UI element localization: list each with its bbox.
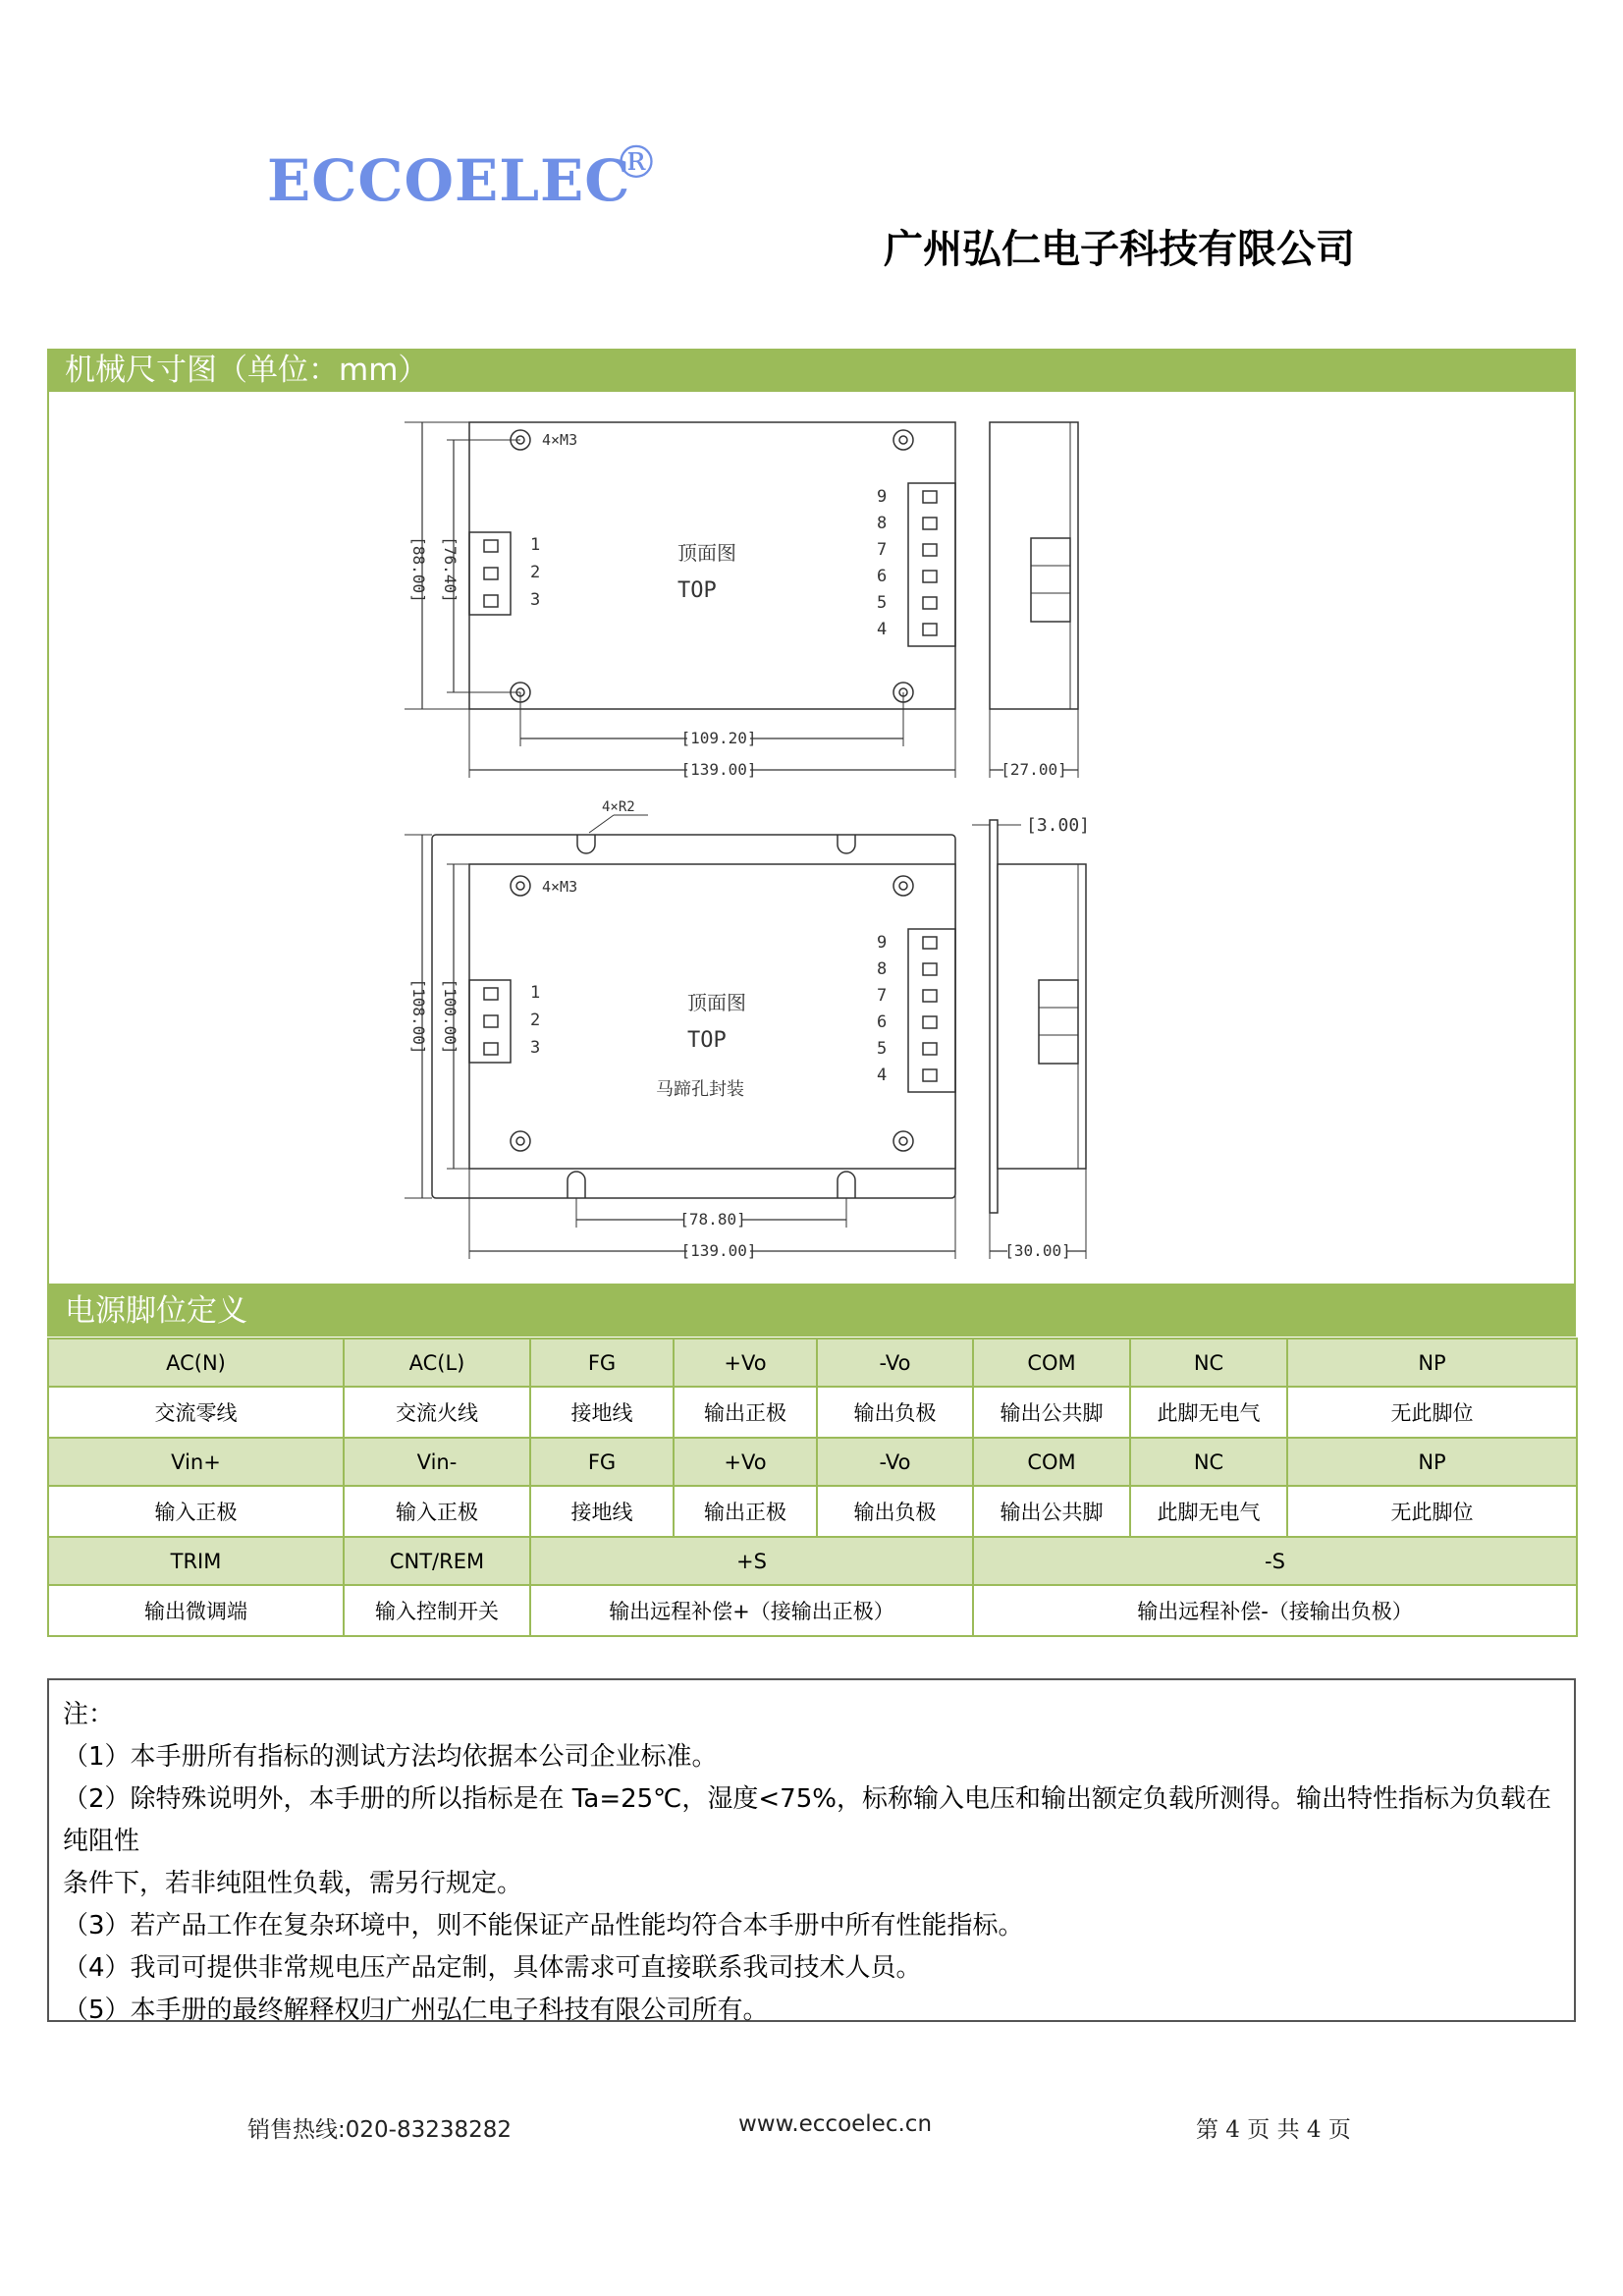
table-cell: -S bbox=[973, 1537, 1577, 1585]
bottom-side-view bbox=[998, 864, 1086, 1169]
notes-heading: 注： bbox=[63, 1700, 115, 1729]
bottom-screw-label: 4×M3 bbox=[542, 878, 578, 896]
cell-acl: AC(L) bbox=[344, 1339, 530, 1387]
table-row bbox=[48, 1537, 1577, 1585]
top-pin-4: 4 bbox=[877, 620, 888, 639]
table-cell: 接地线 bbox=[530, 1486, 674, 1537]
table-cell: FG bbox=[530, 1438, 674, 1486]
note-item: 条件下，若非纯阻性负载，需另行规定。 bbox=[63, 1869, 523, 1898]
bottom-pin-6: 6 bbox=[877, 1012, 888, 1032]
table-cell: 无此脚位 bbox=[1287, 1387, 1577, 1438]
notes-box bbox=[47, 1678, 1576, 2025]
bottom-pin-4: 4 bbox=[877, 1066, 888, 1085]
top-dim-hole-spacing: [109.20] bbox=[680, 729, 757, 747]
brand-logo: ECCOELEC bbox=[267, 147, 631, 214]
bottom-view-label-en: TOP bbox=[687, 1028, 727, 1053]
bottom-view-label-cn: 顶面图 bbox=[687, 991, 746, 1014]
table-cell: NP bbox=[1287, 1438, 1577, 1486]
top-pin-6: 6 bbox=[877, 567, 888, 586]
table-cell: 输出远程补偿+（接输出正极） bbox=[530, 1585, 973, 1636]
bottom-dim-outer-height: [108.00] bbox=[409, 978, 428, 1055]
website-link[interactable]: www.eccoelec.cn bbox=[738, 2111, 933, 2137]
bottom-pin-9: 9 bbox=[877, 933, 888, 953]
table-cell: TRIM bbox=[48, 1537, 344, 1585]
bottom-pin-3: 3 bbox=[530, 1038, 541, 1058]
bottom-pin-7: 7 bbox=[877, 986, 888, 1006]
table-cell: 交流零线 bbox=[48, 1387, 344, 1438]
table-cell: 输出远程补偿-（接输出负极） bbox=[973, 1585, 1577, 1636]
cell-acn: AC(N) bbox=[48, 1339, 344, 1387]
cell-fg: FG bbox=[530, 1339, 674, 1387]
bottom-radius-label: 4×R2 bbox=[602, 799, 635, 815]
table-row bbox=[48, 1438, 1577, 1486]
note-item: （5）本手册的最终解释权归广州弘仁电子科技有限公司所有。 bbox=[63, 1995, 769, 2025]
note-item: （1）本手册所有指标的测试方法均依据本公司企业标准。 bbox=[63, 1742, 718, 1772]
table-cell: 输出正极 bbox=[674, 1387, 817, 1438]
table-cell: 输入控制开关 bbox=[344, 1585, 530, 1636]
top-pin-9: 9 bbox=[877, 487, 888, 507]
bottom-dim-side-width: [30.00] bbox=[1004, 1241, 1071, 1260]
package-label: 马蹄孔封装 bbox=[656, 1079, 744, 1100]
table-cell: -Vo bbox=[817, 1438, 973, 1486]
note-item: （2）除特殊说明外，本手册的所以指标是在 Ta=25℃，湿度<75%，标称输入电压和输出额定负载所测得。输出特性指标为负载在纯阻性 bbox=[63, 1784, 1551, 1856]
bottom-dim-inner-height: [100.00] bbox=[441, 978, 460, 1055]
bottom-dim-flange: [3.00] bbox=[1026, 815, 1091, 836]
table-cell: 输出公共脚 bbox=[973, 1486, 1130, 1537]
table-cell: Vin+ bbox=[48, 1438, 344, 1486]
cell-np: NP bbox=[1287, 1339, 1577, 1387]
sales-hotline: 销售热线:020-83238282 bbox=[247, 2117, 513, 2143]
bottom-pin-8: 8 bbox=[877, 959, 888, 979]
note-item: （4）我司可提供非常规电压产品定制，具体需求可直接联系我司技术人员。 bbox=[63, 1953, 922, 1983]
bottom-side-flange bbox=[990, 820, 998, 1213]
cell-minus-vo: -Vo bbox=[817, 1339, 973, 1387]
table-cell: CNT/REM bbox=[344, 1537, 530, 1585]
table-cell: 接地线 bbox=[530, 1387, 674, 1438]
top-view-label-cn: 顶面图 bbox=[677, 541, 736, 565]
table-cell: +Vo bbox=[674, 1438, 817, 1486]
pin-section-title: 电源脚位定义 bbox=[47, 1285, 1576, 1337]
top-pin-8: 8 bbox=[877, 514, 888, 533]
mechanical-drawing bbox=[373, 408, 1109, 1262]
top-module-outline bbox=[469, 422, 955, 709]
table-cell: 输入正极 bbox=[344, 1486, 530, 1537]
table-cell: 输出正极 bbox=[674, 1486, 817, 1537]
table-row bbox=[48, 1585, 1577, 1636]
table-row bbox=[48, 1387, 1577, 1438]
table-cell: 交流火线 bbox=[344, 1387, 530, 1438]
company-name: 广州弘仁电子科技有限公司 bbox=[884, 227, 1355, 272]
table-cell: +S bbox=[530, 1537, 973, 1585]
top-pin-1: 1 bbox=[530, 535, 541, 555]
table-cell: COM bbox=[973, 1438, 1130, 1486]
table-row bbox=[48, 1486, 1577, 1537]
note-item: （3）若产品工作在复杂环境中，则不能保证产品性能均符合本手册中所有性能指标。 bbox=[63, 1911, 1024, 1941]
registered-mark: ® bbox=[614, 136, 659, 189]
table-cell: 输出微调端 bbox=[48, 1585, 344, 1636]
table-cell: NC bbox=[1130, 1438, 1287, 1486]
bottom-dim-length: [139.00] bbox=[680, 1241, 757, 1260]
table-cell: 此脚无电气 bbox=[1130, 1387, 1287, 1438]
table-cell: 此脚无电气 bbox=[1130, 1486, 1287, 1537]
top-dim-outer-height: [88.00] bbox=[409, 536, 428, 603]
pin-definition-table bbox=[47, 1338, 1578, 1637]
table-cell: 输出公共脚 bbox=[973, 1387, 1130, 1438]
top-view-label-en: TOP bbox=[677, 578, 717, 603]
table-cell: Vin- bbox=[344, 1438, 530, 1486]
top-pin-2: 2 bbox=[530, 563, 541, 582]
table-cell: 无此脚位 bbox=[1287, 1486, 1577, 1537]
cell-plus-vo: +Vo bbox=[674, 1339, 817, 1387]
table-cell: 输入正极 bbox=[48, 1486, 344, 1537]
table-cell: 输出负极 bbox=[817, 1486, 973, 1537]
table-row bbox=[48, 1339, 1577, 1387]
table-cell: 输出负极 bbox=[817, 1387, 973, 1438]
bottom-pin-1: 1 bbox=[530, 983, 541, 1003]
bottom-pin-2: 2 bbox=[530, 1011, 541, 1030]
top-dim-length: [139.00] bbox=[680, 760, 757, 779]
top-pin-3: 3 bbox=[530, 590, 541, 610]
top-dim-inner-height: [76.40] bbox=[441, 536, 460, 603]
cell-com: COM bbox=[973, 1339, 1130, 1387]
cell-nc: NC bbox=[1130, 1339, 1287, 1387]
mech-section-title: 机械尺寸图（单位：mm） bbox=[47, 349, 1576, 392]
top-screw-label: 4×M3 bbox=[542, 431, 578, 449]
bottom-dim-slot-spacing: [78.80] bbox=[679, 1210, 746, 1229]
page-number: 第 4 页 共 4 页 bbox=[1196, 2117, 1351, 2143]
top-pin-7: 7 bbox=[877, 540, 888, 560]
top-dim-side-width: [27.00] bbox=[1001, 760, 1067, 779]
top-pin-5: 5 bbox=[877, 593, 888, 613]
bottom-pin-5: 5 bbox=[877, 1039, 888, 1059]
